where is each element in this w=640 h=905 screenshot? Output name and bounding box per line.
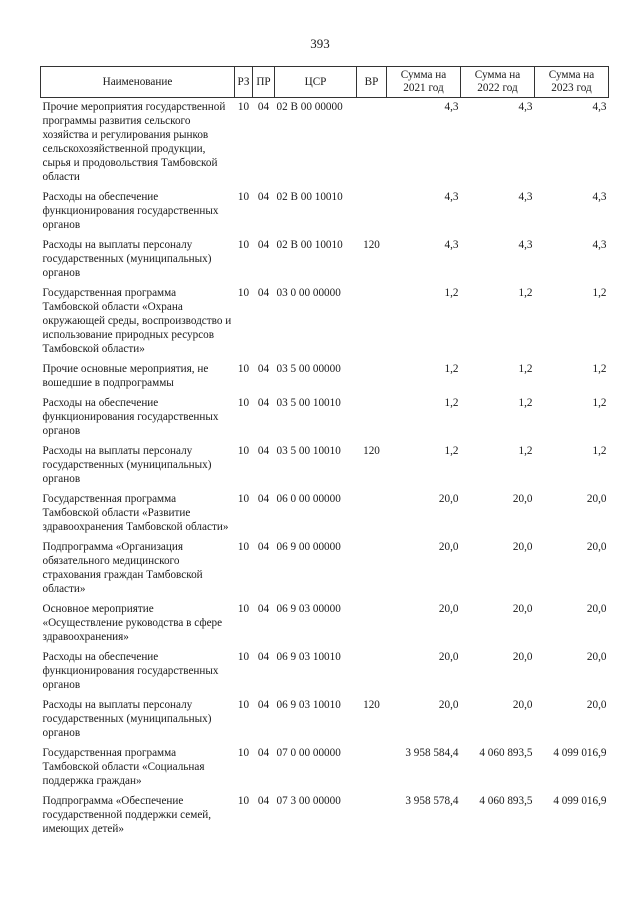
cell-csr: 06 9 03 10010 xyxy=(276,651,341,663)
cell-sum-2022: 20,0 xyxy=(512,699,533,711)
cell-csr: 02 В 00 10010 xyxy=(276,191,343,203)
cell-pr: 04 xyxy=(257,363,270,375)
cell-rz: 10 xyxy=(237,239,250,251)
cell-sum-2022: 4,3 xyxy=(518,191,533,203)
cell-sum-2021: 20,0 xyxy=(438,493,459,505)
cell-sum-2023: 20,0 xyxy=(586,603,607,615)
cell-name: Подпрограмма «Обеспечение государственной поддержки семей, имеющих детей» xyxy=(42,795,212,835)
cell-sum-2023: 1,2 xyxy=(592,445,607,457)
cell-rz: 10 xyxy=(237,445,250,457)
cell-pr: 04 xyxy=(257,603,270,615)
cell-sum-2022: 1,2 xyxy=(518,363,533,375)
cell-vr xyxy=(357,98,387,191)
page-number: 393 xyxy=(310,36,330,51)
cell-csr: 07 0 00 00000 xyxy=(276,747,341,759)
cell-rz: 10 xyxy=(237,493,250,505)
table-row xyxy=(41,698,609,746)
cell-sum-2022: 20,0 xyxy=(512,493,533,505)
header-name: Наименование xyxy=(41,67,235,98)
cell-vr xyxy=(357,794,387,842)
cell-csr: 06 9 00 00000 xyxy=(276,541,341,553)
cell-sum-2022: 1,2 xyxy=(518,445,533,457)
header-csr: ЦСР xyxy=(275,67,357,98)
cell-name: Государственная программа Тамбовской области «Развитие здравоохранения Тамбовской области» xyxy=(42,493,229,533)
cell-rz: 10 xyxy=(237,747,250,759)
cell-rz: 10 xyxy=(237,541,250,553)
cell-name: Прочие основные мероприятия, не вошедшие в подпрограммы xyxy=(42,363,209,389)
table-header-row xyxy=(41,67,609,98)
cell-vr xyxy=(357,362,387,396)
cell-sum-2021: 20,0 xyxy=(438,699,459,711)
cell-csr: 06 9 03 00000 xyxy=(276,603,341,615)
cell-sum-2021: 4,3 xyxy=(444,239,459,251)
cell-name: Расходы на обеспечение функционирования государственных органов xyxy=(42,191,219,231)
cell-sum-2022: 4,3 xyxy=(518,101,533,113)
cell-pr: 04 xyxy=(257,795,270,807)
cell-rz: 10 xyxy=(237,191,250,203)
cell-sum-2021: 4,3 xyxy=(444,101,459,113)
table-row xyxy=(41,98,609,191)
cell-name: Расходы на выплаты персоналу государственных (муниципальных) органов xyxy=(42,445,212,485)
table-row xyxy=(41,396,609,444)
cell-sum-2023: 20,0 xyxy=(586,651,607,663)
cell-sum-2023: 4 099 016,9 xyxy=(553,795,607,807)
cell-pr: 04 xyxy=(257,699,270,711)
cell-pr: 04 xyxy=(257,493,270,505)
cell-vr xyxy=(357,602,387,650)
cell-sum-2021: 1,2 xyxy=(444,397,459,409)
cell-rz: 10 xyxy=(237,603,250,615)
cell-pr: 04 xyxy=(257,541,270,553)
table-row xyxy=(41,746,609,794)
cell-csr: 06 9 03 10010 xyxy=(276,699,341,711)
cell-rz: 10 xyxy=(237,101,250,113)
cell-sum-2022: 20,0 xyxy=(512,603,533,615)
cell-sum-2022: 4 060 893,5 xyxy=(479,747,533,759)
cell-sum-2023: 4,3 xyxy=(592,191,607,203)
header-sum-2023: Сумма на 2023 год xyxy=(535,67,609,98)
cell-pr: 04 xyxy=(257,651,270,663)
cell-rz: 10 xyxy=(237,651,250,663)
cell-rz: 10 xyxy=(237,287,250,299)
cell-csr: 02 В 00 10010 xyxy=(276,239,343,251)
cell-sum-2021: 1,2 xyxy=(444,287,459,299)
table-row xyxy=(41,190,609,238)
header-rz: РЗ xyxy=(235,67,253,98)
cell-sum-2021: 3 958 584,4 xyxy=(405,747,459,759)
cell-sum-2022: 4,3 xyxy=(518,239,533,251)
table-row xyxy=(41,650,609,698)
cell-sum-2023: 1,2 xyxy=(592,287,607,299)
cell-vr xyxy=(357,396,387,444)
cell-pr: 04 xyxy=(257,445,270,457)
cell-sum-2023: 1,2 xyxy=(592,397,607,409)
header-sum-2022: Сумма на 2022 год xyxy=(461,67,535,98)
cell-sum-2023: 4,3 xyxy=(592,101,607,113)
cell-sum-2023: 1,2 xyxy=(592,363,607,375)
cell-sum-2021: 20,0 xyxy=(438,603,459,615)
cell-rz: 10 xyxy=(237,795,250,807)
cell-sum-2023: 4 099 016,9 xyxy=(553,747,607,759)
cell-sum-2023: 20,0 xyxy=(586,541,607,553)
cell-name: Расходы на обеспечение функционирования государственных органов xyxy=(42,651,219,691)
cell-rz: 10 xyxy=(237,397,250,409)
table-row xyxy=(41,362,609,396)
cell-name: Подпрограмма «Организация обязательного медицинского страхования граждан Тамбовской области» xyxy=(42,541,203,595)
cell-sum-2021: 4,3 xyxy=(444,191,459,203)
cell-sum-2022: 1,2 xyxy=(518,397,533,409)
cell-csr: 06 0 00 00000 xyxy=(276,493,341,505)
cell-vr xyxy=(357,746,387,794)
cell-sum-2023: 4,3 xyxy=(592,239,607,251)
cell-sum-2023: 20,0 xyxy=(586,699,607,711)
cell-sum-2021: 1,2 xyxy=(444,363,459,375)
cell-csr: 02 В 00 00000 xyxy=(276,101,343,113)
cell-sum-2021: 20,0 xyxy=(438,541,459,553)
cell-name: Расходы на выплаты персоналу государственных (муниципальных) органов xyxy=(42,699,212,739)
cell-name: Прочие мероприятия государственной программы развития сельского хозяйства и регулирования рынков сельскохозяйственной продукции, сырья и продовольствия Тамбовской области xyxy=(42,101,226,183)
cell-vr xyxy=(357,492,387,540)
cell-pr: 04 xyxy=(257,747,270,759)
cell-vr xyxy=(357,540,387,602)
cell-csr: 07 3 00 00000 xyxy=(276,795,341,807)
cell-pr: 04 xyxy=(257,101,270,113)
cell-csr: 03 0 00 00000 xyxy=(276,287,341,299)
cell-csr: 03 5 00 10010 xyxy=(276,397,341,409)
cell-name: Расходы на выплаты персоналу государственных (муниципальных) органов xyxy=(42,239,212,279)
header-pr: ПР xyxy=(253,67,275,98)
table-row xyxy=(41,286,609,362)
table-row xyxy=(41,540,609,602)
cell-sum-2022: 20,0 xyxy=(512,651,533,663)
cell-sum-2022: 20,0 xyxy=(512,541,533,553)
cell-sum-2021: 3 958 578,4 xyxy=(405,795,459,807)
cell-rz: 10 xyxy=(237,699,250,711)
cell-vr: 120 xyxy=(363,445,380,457)
cell-vr: 120 xyxy=(363,699,380,711)
cell-name: Государственная программа Тамбовской области «Охрана окружающей среды, воспроизводство и использование природных ресурсов Тамбовской области» xyxy=(42,287,232,355)
cell-name: Расходы на обеспечение функционирования государственных органов xyxy=(42,397,219,437)
cell-vr: 120 xyxy=(363,239,380,251)
cell-csr: 03 5 00 10010 xyxy=(276,445,341,457)
cell-sum-2022: 1,2 xyxy=(518,287,533,299)
cell-vr xyxy=(357,190,387,238)
header-vr: ВР xyxy=(357,67,387,98)
cell-name: Государственная программа Тамбовской области «Социальная поддержка граждан» xyxy=(42,747,205,787)
cell-sum-2023: 20,0 xyxy=(586,493,607,505)
cell-sum-2022: 4 060 893,5 xyxy=(479,795,533,807)
cell-sum-2021: 1,2 xyxy=(444,445,459,457)
cell-csr: 03 5 00 00000 xyxy=(276,363,341,375)
cell-vr xyxy=(357,286,387,362)
cell-pr: 04 xyxy=(257,239,270,251)
cell-vr xyxy=(357,650,387,698)
table-row xyxy=(41,238,609,286)
cell-name: Основное мероприятие «Осуществление руководства в сфере здравоохранения» xyxy=(42,603,223,643)
cell-sum-2021: 20,0 xyxy=(438,651,459,663)
cell-rz: 10 xyxy=(237,363,250,375)
table-row xyxy=(41,444,609,492)
table-body xyxy=(41,98,609,843)
cell-pr: 04 xyxy=(257,287,270,299)
header-sum-2021: Сумма на 2021 год xyxy=(387,67,461,98)
table-row xyxy=(41,602,609,650)
budget-table xyxy=(40,66,609,842)
table-row xyxy=(41,794,609,842)
cell-pr: 04 xyxy=(257,191,270,203)
table-row xyxy=(41,492,609,540)
cell-pr: 04 xyxy=(257,397,270,409)
